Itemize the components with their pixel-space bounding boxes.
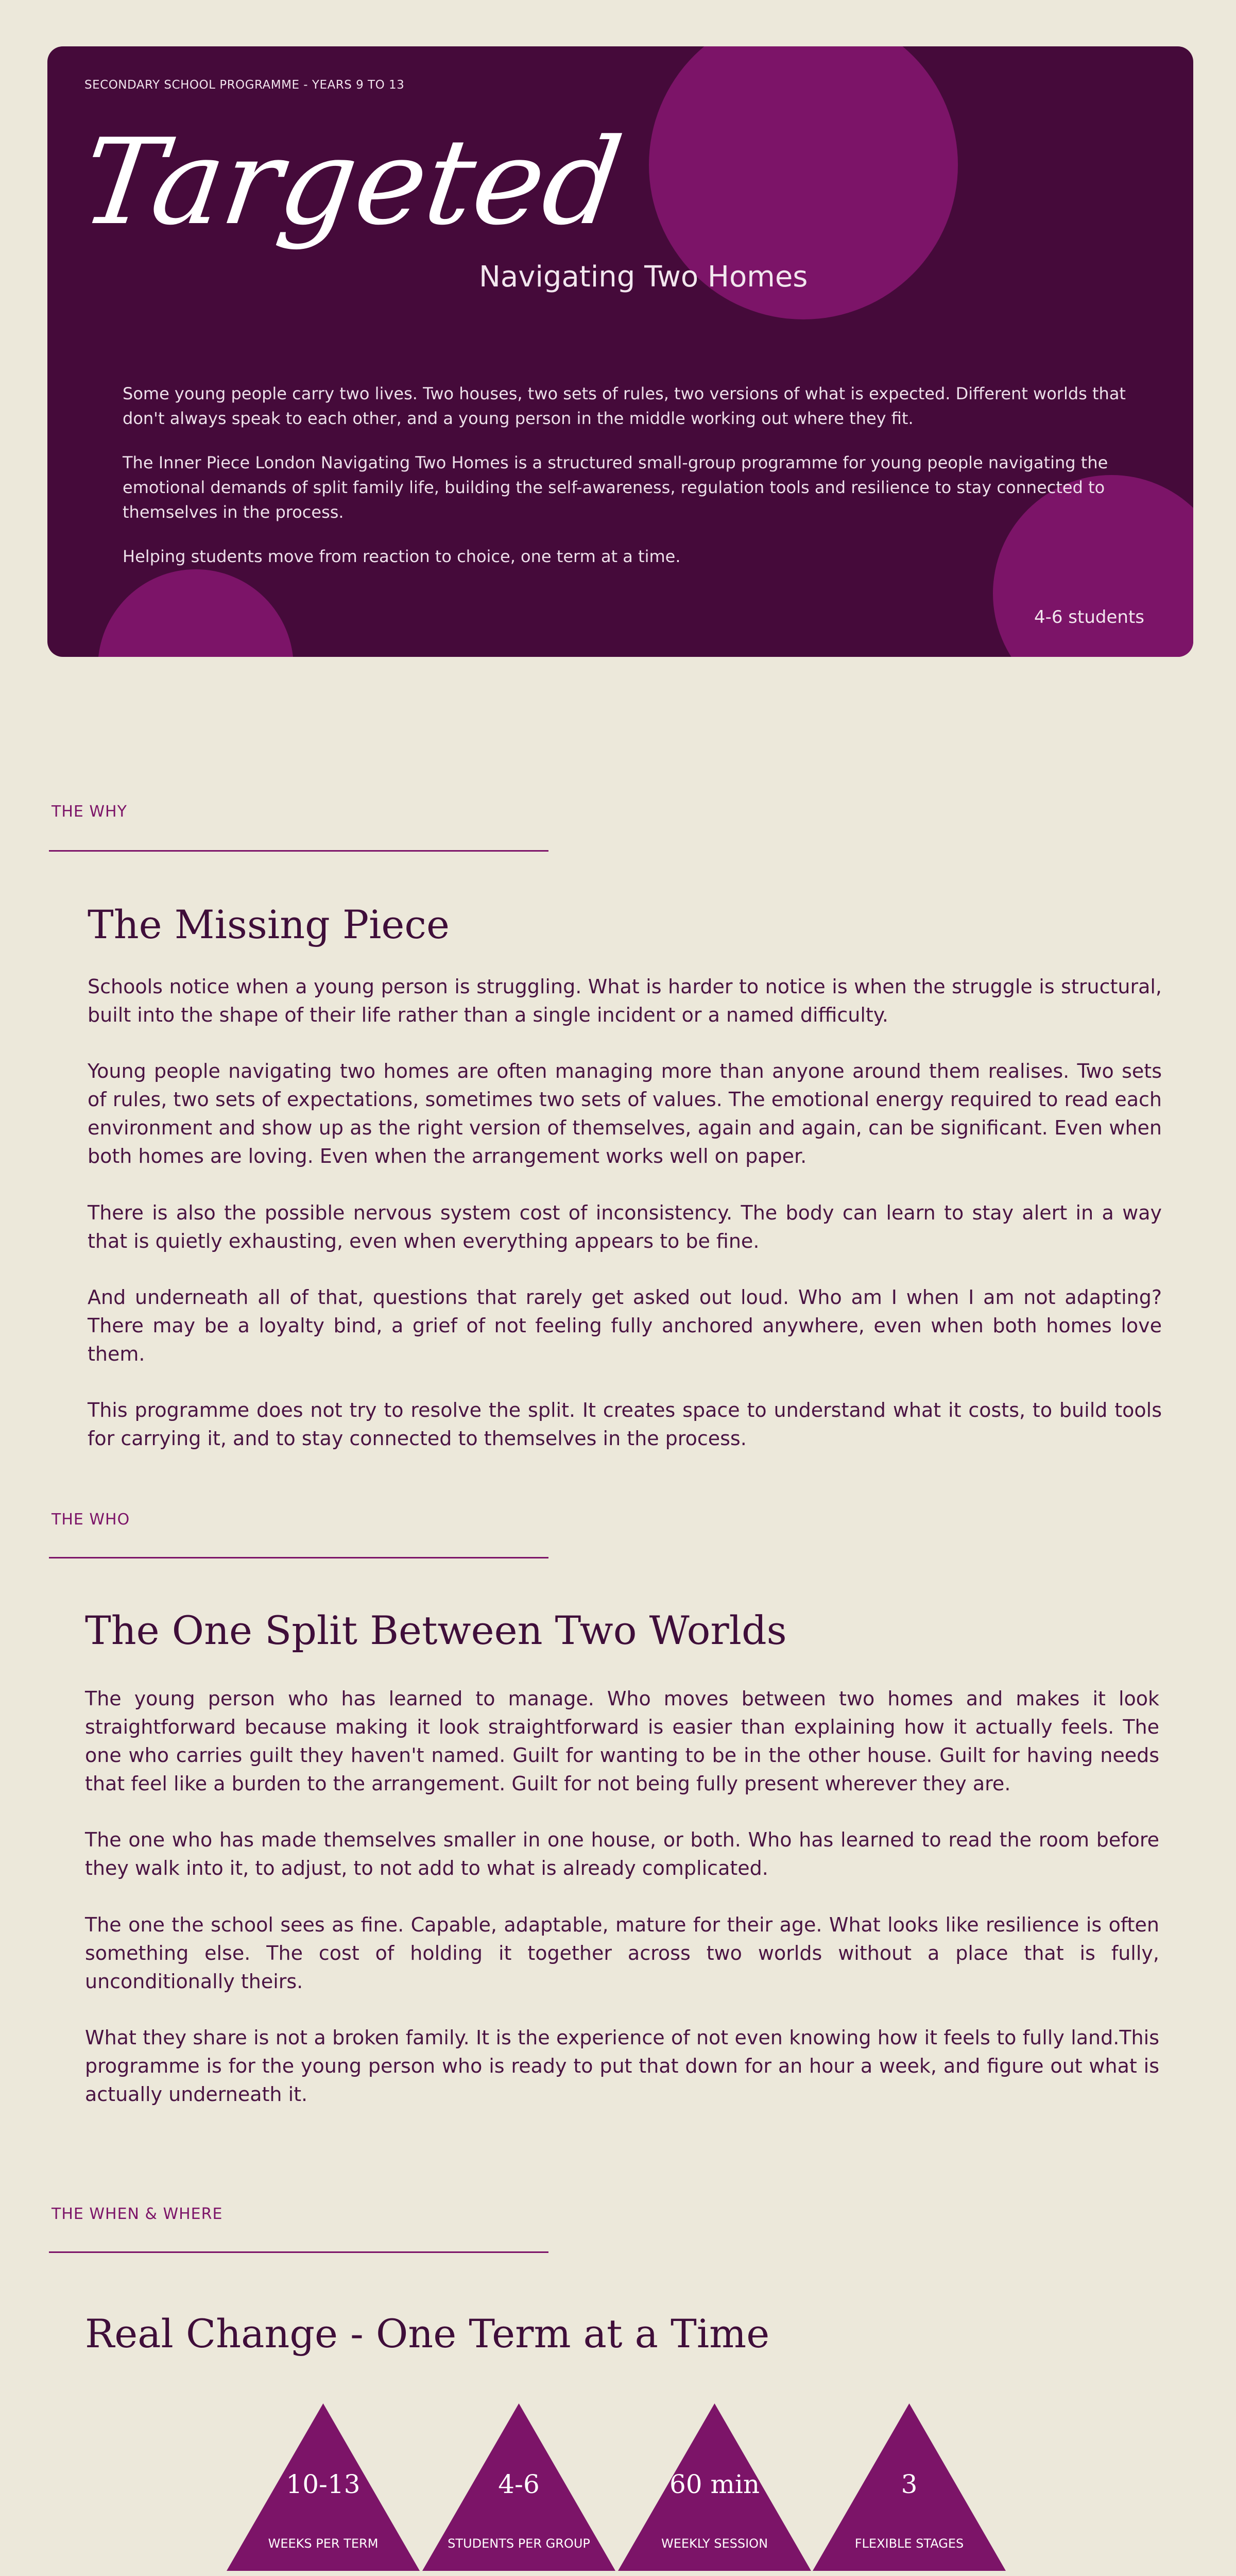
section-divider (49, 2251, 548, 2253)
why-paragraph: Schools notice when a young person is struggling. What is harder to notice is when the struggle is structural, built into the shape of their life rather than a single incident or a named difficulty. (88, 975, 1162, 1027)
students-count: 4-6 students (1034, 607, 1144, 628)
hero-intro (123, 381, 1132, 588)
stat-caption: FLEXIBLE STAGES (854, 2536, 964, 2551)
intro-paragraph: Helping students move from reaction to choice, one term at a time. (123, 547, 681, 566)
why-paragraph: This programme does not try to resolve the split. It creates space to understand what it costs, to build tools for carrying it, and to stay connected to themselves in the process. (88, 1399, 1162, 1450)
section-divider (49, 850, 548, 852)
stat-value: 10-13 (286, 2469, 360, 2499)
stat-caption: WEEKLY SESSION (661, 2536, 768, 2551)
stat-caption: WEEKS PER TERM (268, 2536, 379, 2551)
section-label-when: THE WHEN & WHERE (52, 2205, 223, 2223)
section-divider (49, 1557, 548, 1558)
intro-paragraph: The Inner Piece London Navigating Two Homes is a structured small-group programme for young people navigating the emotional demands of split family life, building the self-awareness, regulation tools and resilience to stay connected to themselves in the process. (123, 453, 1108, 522)
hero-banner (47, 46, 1193, 657)
stat-weekly-session (618, 2403, 811, 2571)
intro-paragraph: Some young people carry two lives. Two houses, two sets of rules, two versions of what is expected. Different worlds that don't always speak to each other, and a young person in the middle working out where they fit. (123, 384, 1126, 428)
stat-students-per-group (422, 2403, 615, 2571)
why-paragraph: Young people navigating two homes are often managing more than anyone around them realises. Two sets of rules, two sets of expectations, sometimes two sets of values. The emotional energy required to read each environment and show up as the right version of themselves, again and again, can be significant. Even when both homes are loving. Even when the arrangement works well on paper. (88, 1060, 1162, 1168)
script-title: Targeted (74, 114, 630, 251)
when-heading: Real Change - One Term at a Time (85, 2311, 770, 2357)
section-label-who: THE WHO (52, 1511, 130, 1529)
who-heading: The One Split Between Two Worlds (85, 1607, 787, 1653)
stat-weeks-per-term (227, 2403, 420, 2571)
hero-subtitle: Navigating Two Homes (479, 260, 808, 294)
stat-caption: STUDENTS PER GROUP (448, 2536, 590, 2551)
programme-eyebrow: SECONDARY SCHOOL PROGRAMME - YEARS 9 TO 13 (84, 78, 405, 92)
who-paragraph: The young person who has learned to manage. Who moves between two homes and makes it look straightforward because making it look straightforward is easier than explaining how it actually feels. The one who carries guilt they haven't named. Guilt for wanting to be in the other house. Guilt for having needs that feel like a burden to the arrangement. Guilt for not being fully present wherever they are. (85, 1687, 1159, 1795)
stat-value: 60 min (669, 2469, 760, 2499)
why-paragraph: And underneath all of that, questions that rarely get asked out loud. Who am I when I am not adapting? There may be a loyalty bind, a grief of not feeling fully anchored anywhere, even when both homes love them. (88, 1285, 1162, 1365)
who-body (85, 1685, 1159, 2137)
section-label-why: THE WHY (52, 803, 127, 821)
stat-flexible-stages (813, 2403, 1006, 2571)
who-paragraph: The one the school sees as fine. Capable, adaptable, mature for their age. What looks like resilience is often something else. The cost of holding it together across two worlds without a place that is fully, unconditionally theirs. (85, 1913, 1159, 1993)
why-body (88, 973, 1162, 1481)
why-heading: The Missing Piece (88, 902, 450, 947)
who-paragraph: What they share is not a broken family. It is the experience of not even knowing how it feels to fully land.This programme is for the young person who is ready to put that down for an hour a week, and figure out what is actually underneath it. (85, 2026, 1159, 2106)
stat-value: 4-6 (498, 2469, 540, 2499)
who-paragraph: The one who has made themselves smaller in one house, or both. Who has learned to read the room before they walk into it, to adjust, to not add to what is already complicated. (85, 1828, 1159, 1880)
why-paragraph: There is also the possible nervous system cost of inconsistency. The body can learn to stay alert in a way that is quietly exhausting, even when everything appears to be fine. (88, 1201, 1162, 1252)
stat-value: 3 (901, 2469, 918, 2499)
